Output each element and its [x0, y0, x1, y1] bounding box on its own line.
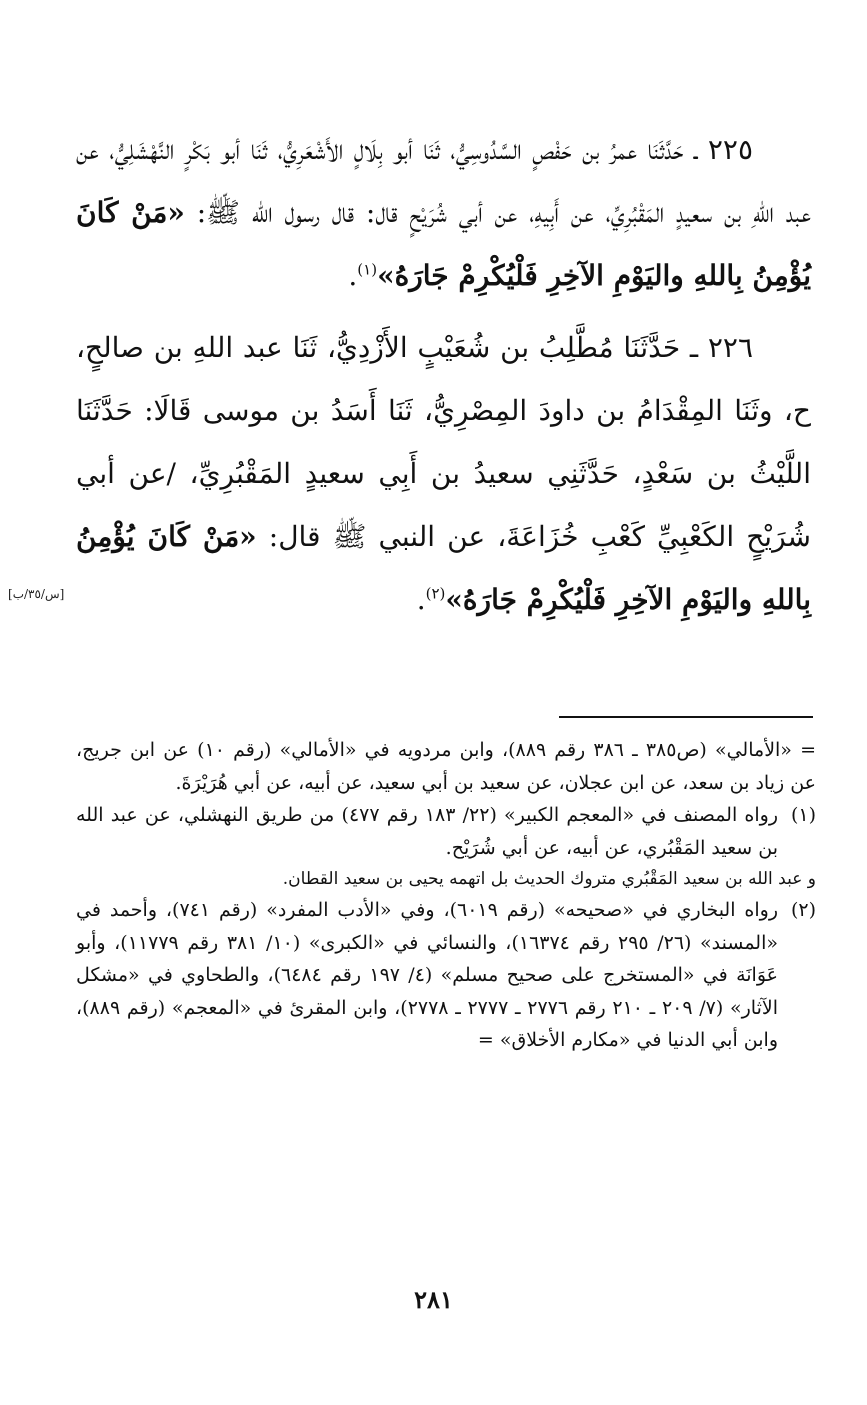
hadith-number: ٢٢٦ ـ [689, 331, 753, 364]
hadith-226 [76, 316, 811, 631]
footnote-1 [76, 799, 816, 864]
hadith-number: ٢٢٥ ـ [693, 133, 753, 166]
hadith-225 [76, 118, 811, 307]
manuscript-margin-note: [س/٣٥/ب] [8, 587, 65, 601]
footnote-ref: (٢) [425, 584, 446, 603]
footnote-1-extra: و عبد الله بن سعيد المَقْبُري متروك الحديث بل اتهمه يحيى بن سعيد القطان. [282, 869, 816, 889]
footnote-divider [559, 716, 813, 718]
hadith-matn: «مَنْ كَانَ يُؤْمِنُ بِاللهِ واليَوْمِ الآخِرِ فَلْيُكْرِمْ جَارَهُ» [76, 196, 811, 292]
footnote-2 [76, 894, 816, 1057]
footnote-number: (١) [790, 804, 816, 826]
hadith-isnad: حَدَّثَنَا مُطَّلِبُ بن شُعَيْبٍ الأَزْدِيُّ، ثَنَا عبد اللهِ بن صالحٍ، ح، وثَنَا المِقْدَامُ بن داودَ المِصْرِيُّ، ثَنَا أَسَدُ بن موسى قَالَا: حَدَّثَنَا اللَّيْثُ بن سَعْدٍ، حَدَّثَنِي سعيدُ بن أَبِي سعيدٍ المَقْبُرِيِّ، /عن أبي شُرَيْحٍ الكَعْبِيِّ كَعْبِ خُزَاعَةَ، عن النبي ﷺ قال: [76, 331, 811, 553]
footnote-continuation: = «الأمالي» (ص٣٨٥ ـ ٣٨٦ رقم ٨٨٩)، وابن مردويه في «الأمالي» (رقم ١٠) عن ابن جريج، عن زياد بن سعد، عن ابن عجلان، عن سعيد بن أبي سعيد، عن أبيه، عن أبي هُرَيْرَةَ. [76, 739, 816, 794]
hadith-matn: «مَنْ كَانَ يُؤْمِنُ بِاللهِ واليَوْمِ الآخِرِ فَلْيُكْرِمْ جَارَهُ» [76, 520, 811, 616]
footnote-text: رواه البخاري في «صحيحه» (رقم ٦٠١٩)، وفي «الأدب المفرد» (رقم ٧٤١)، وأحمد في «المسند» (٢٦/ ٢٩٥ رقم ١٦٣٧٤)، والنسائي في «الكبرى» (١٠/ ٣٨١ رقم ١١٧٧٩)، وأبو عَوَانَة في «المستخرج على صحيح مسلم» (٤/ ١٩٧ رقم ٦٤٨٤)، والطحاوي في «مشكل الآثار» (٧/ ٢٠٩ ـ ٢١٠ رقم ٢٧٧٦ ـ ٢٧٧٧ ـ ٢٧٧٨)، وابن المقرئ في «المعجم» (رقم ٨٨٩)، وابن أبي الدنيا في «مكارم الأخلاق» = [76, 899, 778, 1051]
page-number: ٢٨١ [414, 1285, 453, 1314]
footnote-ref: (١) [357, 260, 378, 279]
hadith-end: . [348, 259, 358, 292]
hadith-end: . [416, 583, 426, 616]
footnote-number: (٢) [790, 899, 816, 921]
footnote-text: رواه المصنف في «المعجم الكبير» (٢٢/ ١٨٣ رقم ٤٧٧) من طريق النهشلي، عن عبد الله بن سعيد المَقْبُري، عن أبيه، عن أبي شُرَيْح. [76, 804, 778, 859]
main-text [76, 118, 811, 631]
footnotes [76, 734, 816, 1057]
hadith-isnad: حَدَّثَنَا عمرُ بن حَفْصٍ السَّدُوسِيُّ، ثَنَا أبو بِلَالٍ الأَشْعَرِيُّ، ثَنَا أبو بَكْرٍ النَّهْشَلِيُّ، عن عبد اللهِ بن سعيدٍ المَقْبُرِيِّ، عن أَبِيهِ، عن أبي شُرَيْحٍ قال: قال رسول الله ﷺ: [76, 133, 811, 229]
